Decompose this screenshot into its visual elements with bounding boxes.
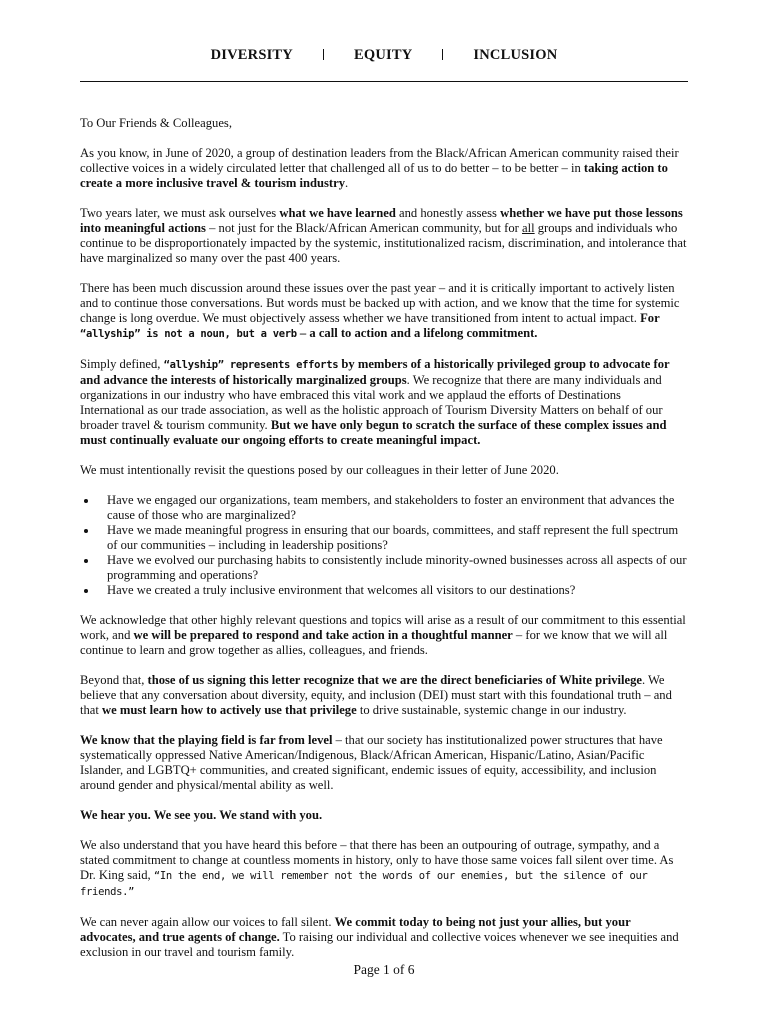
bullet-icon bbox=[84, 529, 88, 533]
header-diversity: DIVERSITY bbox=[210, 47, 293, 63]
paragraph-1: As you know, in June of 2020, a group of destination leaders from the Black/African American community raised their collective voices in a widely circulated letter that challenged all of us to do better – to be better – in taking action to create a more inclusive travel & tourism industry. bbox=[80, 146, 679, 190]
paragraph-6: We acknowledge that other highly relevant questions and topics will arise as a result of our commitment to this essential work, and we will be prepared to respond and take action in a thoughtful manner – for we know that we will all continue to learn and grow together as allies, colleagues, and friends. bbox=[80, 613, 686, 657]
header-separator bbox=[323, 49, 324, 60]
list-item: Have we evolved our purchasing habits to consistently include minority-owned businesses across all aspects of our programming and operations? bbox=[80, 553, 688, 583]
header-separator bbox=[442, 49, 443, 60]
questions-list bbox=[80, 493, 688, 598]
list-item: Have we made meaningful progress in ensuring that our boards, committees, and staff represent the full spectrum of our communities – including in leadership positions? bbox=[80, 523, 688, 553]
paragraph-8: We know that the playing field is far from level – that our society has institutionalized power structures that have systematically oppressed Native American/Indigenous, Black/African American, Hispanic/Latino, Asian/Pacific Islander, and LGBTQ+ communities, and created significant, endemic issues of equity, accessibility, and inclusion around gender and physical/mental ability as well. bbox=[80, 733, 663, 792]
bullet-icon bbox=[84, 559, 88, 563]
bullet-icon bbox=[84, 589, 88, 593]
header-equity: EQUITY bbox=[353, 47, 413, 63]
paragraph-5: We must intentionally revisit the questions posed by our colleagues in their letter of June 2020. bbox=[80, 463, 559, 477]
list-item: Have we created a truly inclusive environment that welcomes all visitors to our destinations? bbox=[80, 583, 688, 598]
paragraph-7: Beyond that, those of us signing this letter recognize that we are the direct beneficiaries of White privilege. We believe that any conversation about diversity, equity, and inclusion (DEI) must start with this foundational truth – and that we must learn how to actively use that privilege to drive sustainable, systemic change in our industry. bbox=[80, 673, 672, 717]
paragraph-9: We hear you. We see you. We stand with you. bbox=[80, 808, 323, 822]
paragraph-4: Simply defined, “allyship” represents efforts by members of a historically privileged group to advocate for and advance the interests of historically marginalized groups. We recognize that there are many individuals and organizations in our industry who have embraced this vital work and we applaud the efforts of Destinations International as our trade association, as well as the holistic approach of Tourism Diversity Matters on behalf of our broader travel & tourism community. But we have only begun to scratch the surface of these complex issues and must continually evaluate our ongoing efforts to create meaningful impact. bbox=[80, 357, 670, 447]
paragraph-3: There has been much discussion around these issues over the past year – and it is critically important to actively listen and to continue those conversations. But words must be backed up with action, and we know that the time for systemic change is long overdue. We must objectively assess whether we have transitioned from intent to actual impact. For “allyship” is not a noun, but a verb – a call to action and a lifelong commitment. bbox=[80, 281, 680, 340]
bullet-icon bbox=[84, 499, 88, 503]
header-inclusion: INCLUSION bbox=[473, 47, 558, 63]
letter-body bbox=[80, 116, 688, 975]
paragraph-11: We can never again allow our voices to fall silent. We commit today to being not just your allies, but your advocates, and true agents of change. To raising our individual and collective voices whenever we see inequities and exclusion in our travel and tourism family. bbox=[80, 915, 679, 959]
page-number: Page 1 of 6 bbox=[353, 962, 415, 977]
page-header bbox=[0, 48, 768, 63]
greeting: To Our Friends & Colleagues, bbox=[80, 116, 232, 130]
list-item: Have we engaged our organizations, team members, and stakeholders to foster an environment that advances the cause of those who are marginalized? bbox=[80, 493, 688, 523]
header-rule bbox=[80, 81, 688, 82]
paragraph-10: We also understand that you have heard this before – that there has been an outpouring of outrage, sympathy, and a stated commitment to change at countless moments in history, only to have those same voices fall silent over time. As Dr. King said, “In the end, we will remember not the words of our enemies, but the silence of our friends.” bbox=[80, 838, 674, 898]
paragraph-2: Two years later, we must ask ourselves what we have learned and honestly assess whether we have put those lessons into meaningful actions – not just for the Black/African American community, but for all groups and individuals who continue to be disproportionately impacted by the systemic, institutionalized racism, discrimination, and intolerance that have marginalized so many over the past 400 years. bbox=[80, 206, 687, 265]
